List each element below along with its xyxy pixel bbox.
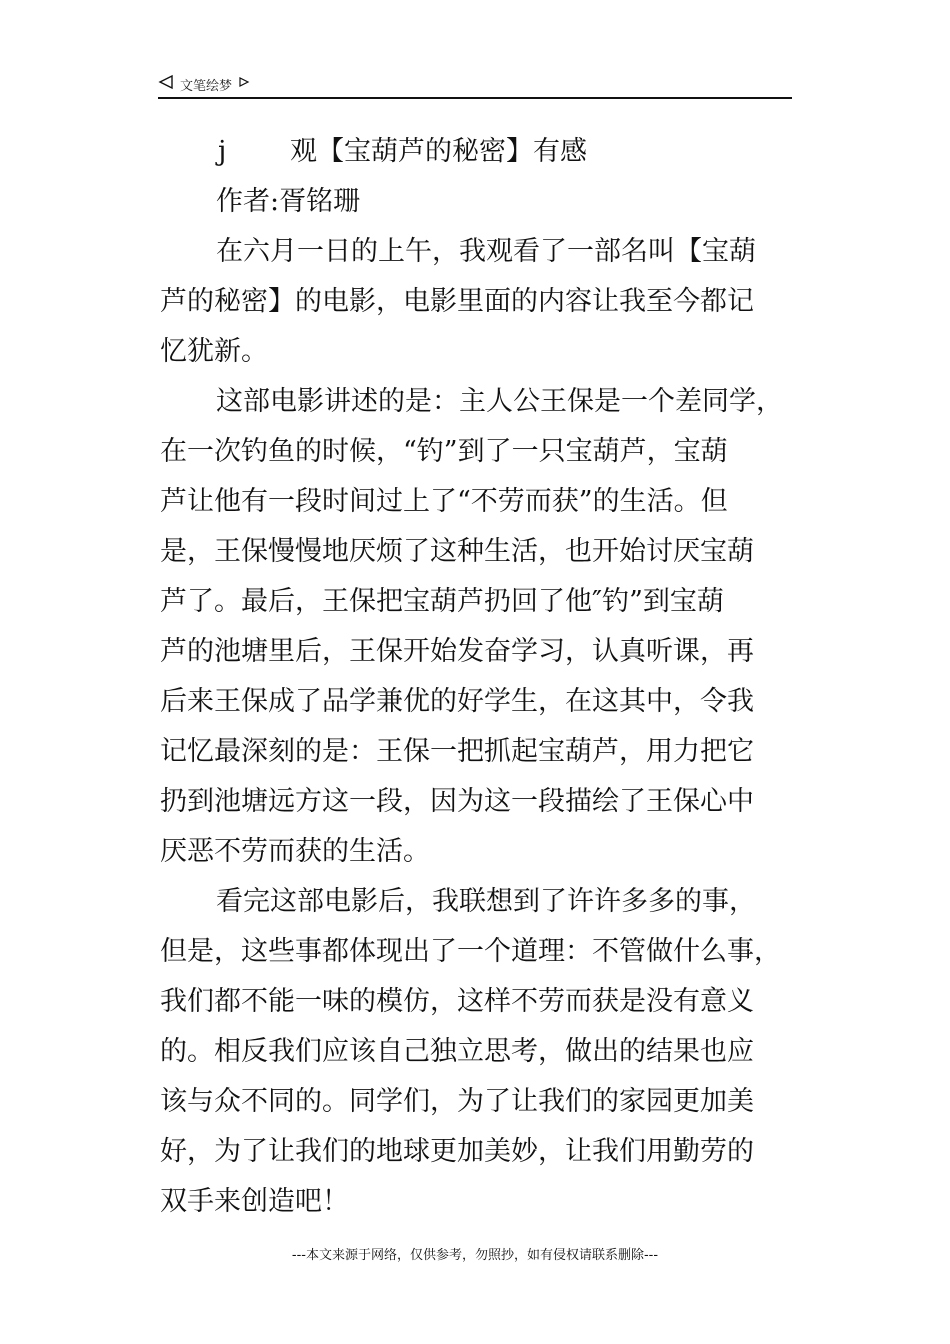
paragraph-line: 扔到池塘远方这一段，因为这一段描绘了王保心中 xyxy=(160,786,754,817)
paragraph-line: 双手来创造吧！ xyxy=(160,1186,349,1217)
paragraph-line: 忆犹新。 xyxy=(160,336,268,367)
paragraph-line: 芦的池塘里后，王保开始发奋学习，认真听课，再 xyxy=(160,636,754,667)
paragraph-line: 在一次钓鱼的时候，“钓”到了一只宝葫芦，宝葫 xyxy=(160,436,728,467)
author-line: 作者:胥铭珊 xyxy=(216,186,361,217)
brand-logo xyxy=(158,74,250,94)
paragraph-line: 但是，这些事都体现出了一个道理：不管做什么事， xyxy=(160,936,781,967)
paragraph-line: 的。相反我们应该自己独立思考，做出的结果也应 xyxy=(160,1036,754,1067)
paragraph-line: 记忆最深刻的是：王保一把抓起宝葫芦，用力把它 xyxy=(160,736,754,767)
paragraph-line: 芦的秘密】的电影，电影里面的内容让我至今都记 xyxy=(160,286,754,317)
footer-disclaimer: ---本文来源于网络，仅供参考，勿照抄，如有侵权请联系删除--- xyxy=(291,1248,659,1263)
triangle-right-icon xyxy=(238,76,250,92)
paragraph-line: 芦让他有一段时间过上了“不劳而获”的生活。但 xyxy=(160,486,728,517)
paragraph-line: 好，为了让我们的地球更加美妙，让我们用勤劳的 xyxy=(160,1136,754,1167)
triangle-left-icon xyxy=(158,74,174,94)
paragraph-line: 该与众不同的。同学们，为了让我们的家园更加美 xyxy=(160,1086,754,1117)
page-header xyxy=(158,72,792,98)
title-line xyxy=(160,127,800,177)
paragraph-line: 后来王保成了品学兼优的好学生，在这其中，令我 xyxy=(160,686,754,717)
document-title: 观【宝葫芦的秘密】有感 xyxy=(290,136,587,167)
title-mark: j xyxy=(218,136,227,167)
brand-name: 文笔绘梦 xyxy=(180,78,233,94)
header-rule xyxy=(158,97,792,99)
paragraph-line: 看完这部电影后，我联想到了许许多多的事， xyxy=(216,886,756,917)
paragraph-line: 芦了。最后，王保把宝葫芦扔回了他″钓”到宝葫 xyxy=(160,586,724,617)
document-body xyxy=(160,127,800,1227)
paragraph-line: 这部电影讲述的是：主人公王保是一个差同学， xyxy=(216,386,783,417)
paragraph-line: 厌恶不劳而获的生活。 xyxy=(160,836,430,867)
paragraph-line: 我们都不能一味的模仿，这样不劳而获是没有意义 xyxy=(160,986,754,1017)
paragraph-line: 是，王保慢慢地厌烦了这种生活，也开始讨厌宝葫 xyxy=(160,536,754,567)
paragraph-line: 在六月一日的上午，我观看了一部名叫【宝葫 xyxy=(216,236,756,267)
